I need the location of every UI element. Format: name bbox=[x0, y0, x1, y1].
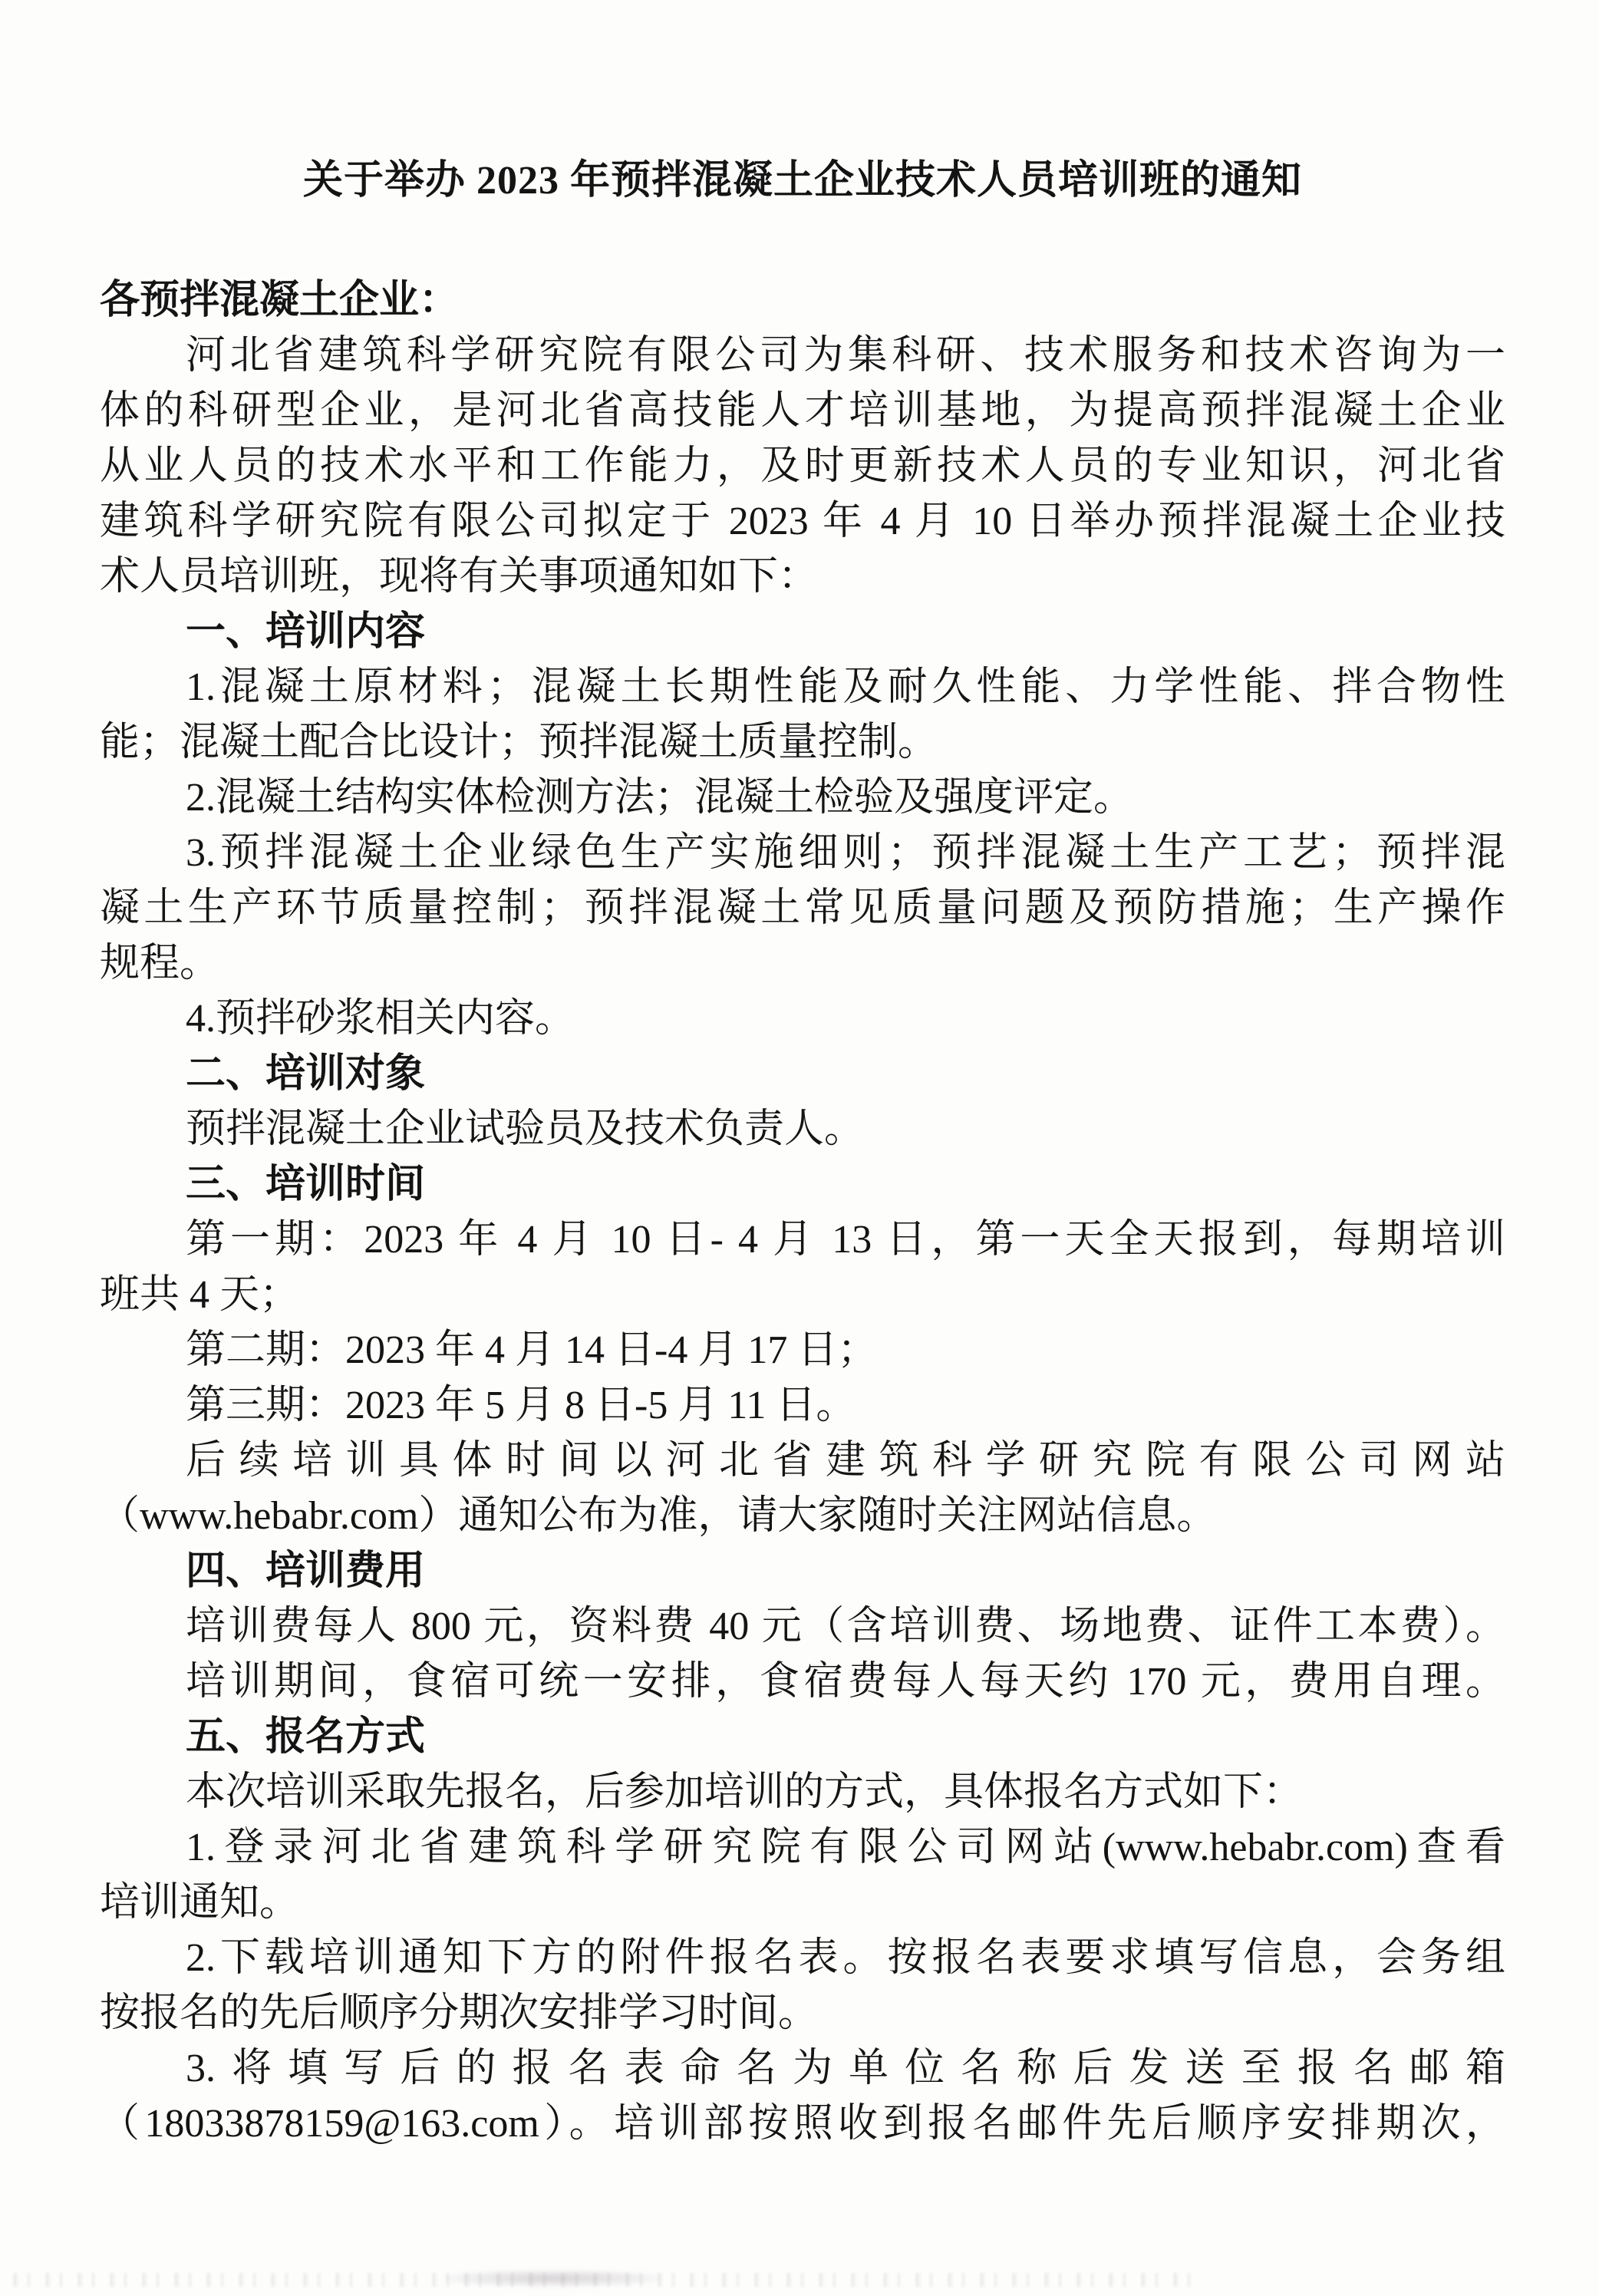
text-line: 体的科研型企业，是河北省高技能人才培训基地，为提高预拌混凝土企业 bbox=[100, 389, 1505, 433]
document-body bbox=[100, 273, 1505, 2152]
text-line: 3.预拌混凝土企业绿色生产实施细则；预拌混凝土生产工艺；预拌混 bbox=[186, 831, 1505, 875]
text-line: 三、培训时间 bbox=[186, 1163, 426, 1206]
text-line: 3.将填写后的报名表命名为单位名称后发送至报名邮箱 bbox=[186, 2047, 1505, 2090]
text-line: 后续培训具体时间以河北省建筑科学研究院有限公司网站 bbox=[186, 1439, 1505, 1483]
text-line: 按报名的先后顺序分期次安排学习时间。 bbox=[100, 1991, 819, 2035]
text-line: 凝土生产环节质量控制；预拌混凝土常见质量问题及预防措施；生产操作 bbox=[100, 886, 1505, 930]
text-line: 预拌混凝土企业试验员及技术负责人。 bbox=[186, 1107, 865, 1151]
text-line: 班共 4 天； bbox=[100, 1273, 300, 1317]
text-line: 从业人员的技术水平和工作能力，及时更新技术人员的专业知识，河北省 bbox=[100, 444, 1505, 488]
text-line: 五、报名方式 bbox=[186, 1715, 426, 1759]
text-line: 第一期：2023 年 4 月 10 日- 4 月 13 日，第一天全天报到，每期培训 bbox=[186, 1218, 1505, 1262]
text-line: 培训通知。 bbox=[100, 1881, 300, 1925]
text-line: （18033878159@163.com）。培训部按照收到报名邮件先后顺序安排期次， bbox=[100, 2102, 1505, 2146]
text-line: 第二期：2023 年 4 月 14 日-4 月 17 日； bbox=[186, 1328, 878, 1372]
text-line: 4.预拌砂浆相关内容。 bbox=[186, 997, 575, 1041]
text-line: 术人员培训班，现将有关事项通知如下： bbox=[100, 555, 819, 599]
text-line: 1.混凝土原材料；混凝土长期性能及耐久性能、力学性能、拌合物性 bbox=[186, 665, 1505, 709]
text-line: 2.下载培训通知下方的附件报名表。按报名表要求填写信息，会务组 bbox=[186, 1936, 1505, 1980]
text-line: 第三期：2023 年 5 月 8 日-5 月 11 日。 bbox=[186, 1384, 856, 1427]
scan-artifact-smudge bbox=[445, 2270, 660, 2287]
text-line: 四、培训费用 bbox=[186, 1549, 426, 1593]
text-line: 规程。 bbox=[100, 942, 220, 985]
text-line: 培训费每人 800 元，资料费 40 元（含培训费、场地费、证件工本费）。 bbox=[186, 1605, 1505, 1648]
text-line: 各预拌混凝土企业： bbox=[100, 279, 460, 322]
text-line: 建筑科学研究院有限公司拟定于 2023 年 4 月 10 日举办预拌混凝土企业技 bbox=[100, 500, 1505, 543]
text-line: 河北省建筑科学研究院有限公司为集科研、技术服务和技术咨询为一 bbox=[186, 334, 1505, 378]
text-line: 2.混凝土结构实体检测方法；混凝土检验及强度评定。 bbox=[186, 776, 1134, 820]
text-line: 二、培训对象 bbox=[186, 1052, 426, 1096]
text-line: （www.hebabr.com）通知公布为准，请大家随时关注网站信息。 bbox=[100, 1494, 1217, 1538]
text-line: 本次培训采取先报名，后参加培训的方式，具体报名方式如下： bbox=[186, 1770, 1304, 1814]
text-line: 能；混凝土配合比设计；预拌混凝土质量控制。 bbox=[100, 721, 938, 764]
text-line: 一、培训内容 bbox=[186, 610, 426, 654]
document-title: 关于举办 2023 年预拌混凝土企业技术人员培训班的通知 bbox=[302, 159, 1302, 203]
text-line: 1.登录河北省建筑科学研究院有限公司网站(www.hebabr.com)查看 bbox=[186, 1826, 1505, 1869]
text-line: 培训期间，食宿可统一安排，食宿费每人每天约 170 元，费用自理。 bbox=[186, 1660, 1505, 1704]
